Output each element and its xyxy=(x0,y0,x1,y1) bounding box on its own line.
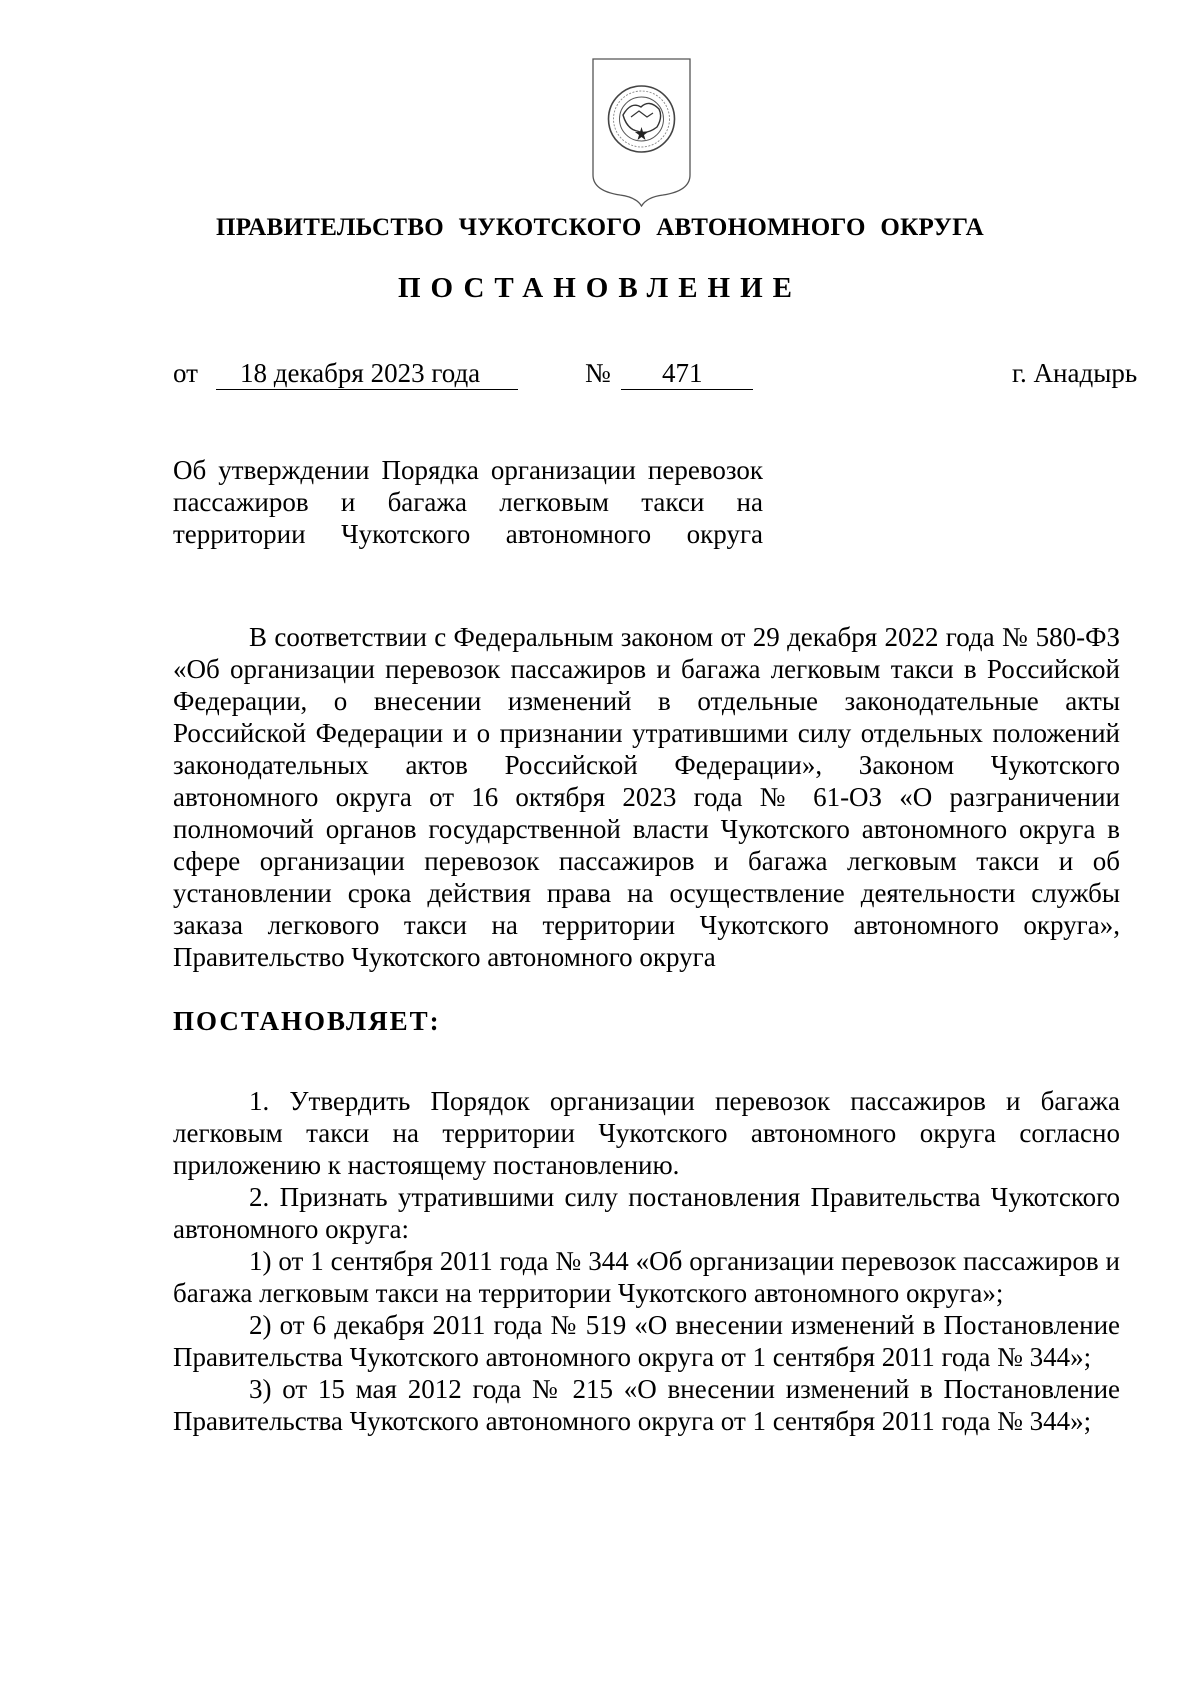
list-item: 3) от 15 мая 2012 года № 215 «О внесении изменений в Постановление Правительства Чукотского автономного округа от 1 сентября 2011 года № 344»; xyxy=(173,1374,1120,1436)
preamble-text: В соответствии с Федеральным законом от 29 декабря 2022 года № 580-ФЗ «Об организации перевозок пассажиров и багажа легковым такси в Российской Федерации, о внесении изменений в отдельные законодательные акты Российской Федерации и о признании утратившими силу отдельных положений законодательных актов Российской Федерации», Законом Чукотского автономного округа от 16 октября 2023 года № 61-ОЗ «О разграничении полномочий органов государственной власти Чукотского автономного округа в сфере организации перевозок пассажиров и багажа легковым такси и об установлении срока действия права на осуществление деятельности службы заказа легкового такси на территории Чукотского автономного округа», Правительство Чукотского автономного округа xyxy=(173,622,1120,972)
date-underline xyxy=(216,389,518,390)
coat-of-arms-emblem xyxy=(591,57,692,207)
document-date: 18 декабря 2023 года xyxy=(240,358,481,388)
preamble xyxy=(173,621,1120,973)
resolve-heading: ПОСТАНОВЛЯЕТ: xyxy=(173,1006,441,1036)
organization-name: ПРАВИТЕЛЬСТВО ЧУКОТСКОГО АВТОНОМНОГО ОКРУГА xyxy=(216,214,984,241)
resolution-items xyxy=(173,1085,1120,1437)
list-item: 1. Утвердить Порядок организации перевозок пассажиров и багажа легковым такси на территории Чукотского автономного округа согласно приложению к настоящему постановлению. xyxy=(173,1086,1120,1180)
document-type-title: ПОСТАНОВЛЕНИЕ xyxy=(397,272,802,304)
document-subject xyxy=(173,454,763,550)
number-label: № xyxy=(585,358,611,388)
number-underline xyxy=(621,389,753,390)
list-item: 2) от 6 декабря 2011 года № 519 «О внесении изменений в Постановление Правительства Чукотского автономного округа от 1 сентября 2011 года № 344»; xyxy=(173,1310,1120,1372)
date-label: от xyxy=(173,358,198,388)
document-city: г. Анадырь xyxy=(1012,358,1138,388)
subject-text: Об утверждении Порядка организации перевозок пассажиров и багажа легковым такси на территории Чукотского автономного округа xyxy=(173,455,763,549)
list-item: 1) от 1 сентября 2011 года № 344 «Об организации перевозок пассажиров и багажа легковым такси на территории Чукотского автономного округа»; xyxy=(173,1246,1120,1308)
list-item: 2. Признать утратившими силу постановления Правительства Чукотского автономного округа: xyxy=(173,1182,1120,1244)
document-number: 471 xyxy=(662,358,703,388)
